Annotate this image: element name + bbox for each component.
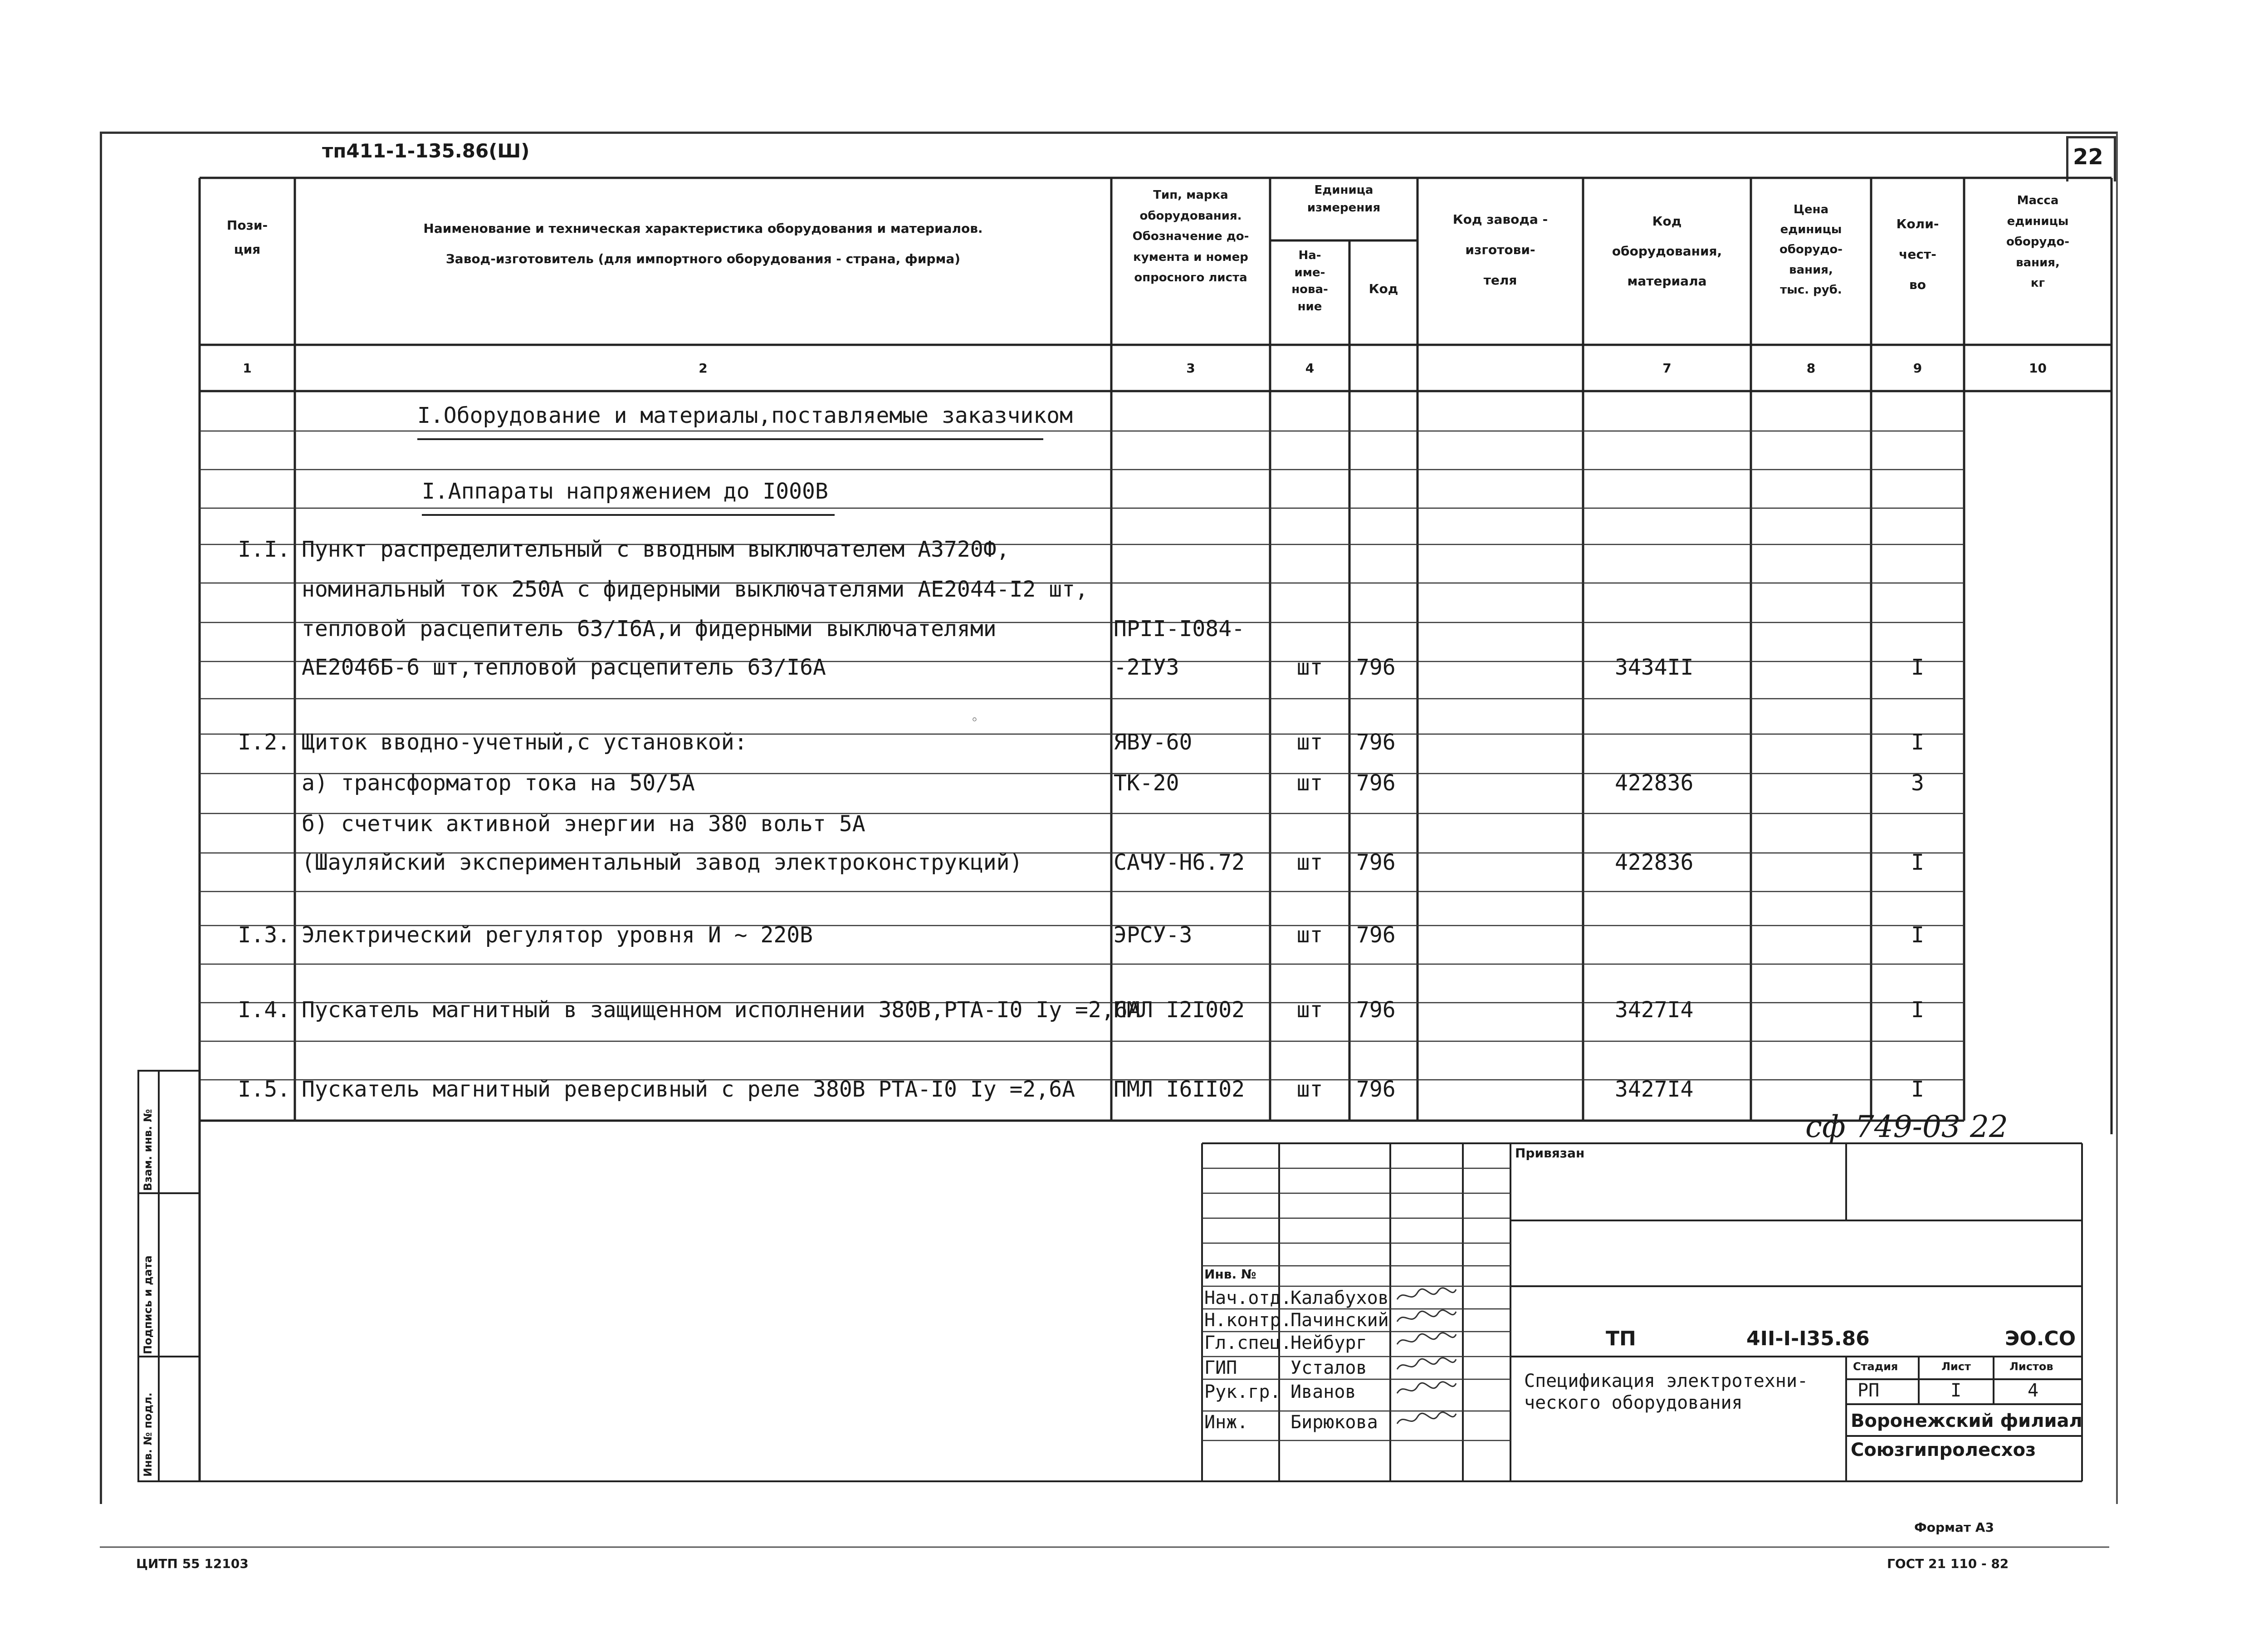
stray-mark: ◦ bbox=[971, 712, 978, 727]
row-type: ПМЛ I2I002 bbox=[1114, 997, 1245, 1023]
stamp-sheets: 4 bbox=[2028, 1380, 2039, 1401]
row-code: 796 bbox=[1356, 1077, 1396, 1102]
row-type: САЧУ-Н6.72 bbox=[1114, 850, 1245, 875]
stamp-role: Гл.спец. bbox=[1204, 1333, 1292, 1353]
stamp-sheet-header: Лист bbox=[1941, 1360, 1971, 1373]
side-label-vzam: Взам. инв. № bbox=[142, 1109, 154, 1191]
row-unit: шт bbox=[1296, 730, 1323, 755]
header-equip: Код оборудования, материала bbox=[1612, 214, 1722, 289]
row-type: ЯВУ-60 bbox=[1114, 730, 1193, 755]
row-unit: шт bbox=[1296, 770, 1323, 796]
header-unit: Единица измерения bbox=[1307, 183, 1381, 215]
row-unit: шт bbox=[1296, 850, 1323, 875]
row-equip: 3434II bbox=[1615, 655, 1694, 680]
stamp-person-name: Иванов bbox=[1290, 1382, 1356, 1402]
row-unit: шт bbox=[1296, 922, 1323, 948]
stamp-role: Рук.гр. bbox=[1204, 1382, 1281, 1402]
row-code: 796 bbox=[1356, 655, 1396, 680]
gost-label: ГОСТ 21 110 - 82 bbox=[1887, 1556, 2009, 1571]
stamp-person-name: Калабухов bbox=[1290, 1288, 1389, 1308]
row-unit: шт bbox=[1296, 655, 1323, 680]
row-pos: I.4. bbox=[238, 997, 290, 1023]
row-name: Пункт распределительный с вводным выключателем А3720Ф, bbox=[302, 537, 1010, 562]
header-name: Наименование и техническая характеристика оборудования и материалов. Завод-изготовитель (для импортного оборудования - страна, фирма) bbox=[423, 221, 983, 267]
stamp-org: Воронежский филиал Союзгипролесхоз bbox=[1851, 1411, 2082, 1460]
handwritten-code: сф 749-03 22 bbox=[1805, 1109, 2008, 1144]
stamp-sheets-header: Листов bbox=[2009, 1360, 2053, 1373]
row-equip: 422836 bbox=[1615, 850, 1694, 875]
row-name: Электрический регулятор уровня И ~ 220В bbox=[302, 922, 813, 948]
stamp-person-name: Нейбург bbox=[1290, 1333, 1367, 1353]
side-label-inv-podl: Инв. № подл. bbox=[142, 1392, 154, 1477]
stamp-mark: ЭО.СО bbox=[2005, 1327, 2076, 1350]
format-label: Формат А3 bbox=[1914, 1520, 1994, 1535]
header-type: Тип, марка оборудования. Обозначение до- кумента и номер опросного листа bbox=[1132, 188, 1249, 284]
row-type: ЭРСУ-3 bbox=[1114, 922, 1193, 948]
doc-code: тп411-1-135.86(Ш) bbox=[322, 140, 530, 162]
row-pos: I.2. bbox=[238, 730, 290, 755]
signature-icon bbox=[1395, 1286, 1458, 1304]
header-mass: Масса единицы оборудо- вания, кг bbox=[2006, 194, 2070, 290]
row-qty: I bbox=[1911, 730, 1924, 755]
signature-icon bbox=[1395, 1356, 1458, 1374]
side-label-podpis: Подпись и дата bbox=[142, 1255, 154, 1354]
signature-icon bbox=[1395, 1308, 1458, 1326]
row-name: б) счетчик активной энергии на 380 вольт 5А bbox=[302, 811, 865, 837]
subsection-title: I.Аппараты напряжением до I000В bbox=[422, 479, 828, 504]
colnum-1: 1 bbox=[243, 361, 252, 376]
stamp-role: Инж. bbox=[1204, 1412, 1248, 1433]
row-name: Пускатель магнитный в защищенном исполнении 380В,РТА-I0 Iу =2,6А bbox=[302, 997, 1141, 1023]
row-qty: I bbox=[1911, 922, 1924, 948]
row-equip: 3427I4 bbox=[1615, 1077, 1694, 1102]
row-unit: шт bbox=[1296, 1077, 1323, 1102]
row-type: ПРII-I084- bbox=[1114, 616, 1245, 642]
colnum-3: 3 bbox=[1186, 361, 1195, 376]
sheet-number: 22 bbox=[2073, 144, 2103, 170]
row-qty: I bbox=[1911, 997, 1924, 1023]
row-name: а) трансформатор тока на 50/5А bbox=[302, 770, 695, 796]
stamp-stage-header: Стадия bbox=[1853, 1360, 1898, 1373]
stamp-title: Спецификация электротехни- ческого оборудования bbox=[1524, 1371, 1809, 1413]
row-equip: 422836 bbox=[1615, 770, 1694, 796]
row-name: тепловой расцепитель 63/I6А,и фидерными выключателями bbox=[302, 616, 997, 642]
row-code: 796 bbox=[1356, 730, 1396, 755]
signature-icon bbox=[1395, 1380, 1458, 1398]
stamp-tp: ТП bbox=[1606, 1327, 1636, 1350]
row-code: 796 bbox=[1356, 850, 1396, 875]
stamp-role: ГИП bbox=[1204, 1357, 1237, 1378]
row-type: ПМЛ I6II02 bbox=[1114, 1077, 1245, 1102]
header-unit-code: Код bbox=[1369, 281, 1398, 296]
signature-icon bbox=[1395, 1410, 1458, 1428]
row-pos: I.5. bbox=[238, 1077, 290, 1102]
header-unit-name: На- име- нова- ние bbox=[1291, 249, 1328, 314]
row-unit: шт bbox=[1296, 997, 1323, 1023]
row-name: (Шауляйский экспериментальный завод электроконструкций) bbox=[302, 850, 1023, 875]
row-qty: 3 bbox=[1911, 770, 1924, 796]
colnum-10: 10 bbox=[2029, 361, 2047, 376]
colnum-7: 7 bbox=[1662, 361, 1672, 376]
row-equip: 3427I4 bbox=[1615, 997, 1694, 1023]
row-name: Щиток вводно-учетный,с установкой: bbox=[302, 730, 748, 755]
header-pos: Пози- ция bbox=[226, 218, 268, 257]
tsitp-label: ЦИТП 55 12103 bbox=[136, 1556, 249, 1571]
row-name: АЕ2046Б-6 шт,тепловой расцепитель 63/I6А bbox=[302, 655, 826, 680]
colnum-4: 4 bbox=[1305, 361, 1315, 376]
row-code: 796 bbox=[1356, 770, 1396, 796]
row-name: Пускатель магнитный реверсивный с реле 380В РТА-I0 Iу =2,6А bbox=[302, 1077, 1075, 1102]
stamp-stage: РП bbox=[1857, 1380, 1880, 1401]
signature-icon bbox=[1395, 1331, 1458, 1349]
stamp-person-name: Бирюкова bbox=[1290, 1412, 1378, 1433]
colnum-9: 9 bbox=[1913, 361, 1922, 376]
row-type: ТК-20 bbox=[1114, 770, 1179, 796]
header-plant: Код завода - изготови- теля bbox=[1452, 212, 1548, 288]
colnum-8: 8 bbox=[1806, 361, 1816, 376]
stamp-privyazan: Привязан bbox=[1515, 1146, 1585, 1161]
stamp-doc: 4II-I-I35.86 bbox=[1746, 1327, 1870, 1350]
stamp-person-name: Усталов bbox=[1290, 1357, 1367, 1378]
stamp-sheet: I bbox=[1950, 1380, 1962, 1401]
stamp-role: Н.контр. bbox=[1204, 1310, 1292, 1331]
row-qty: I bbox=[1911, 1077, 1924, 1102]
header-price: Цена единицы оборудо- вания, тыс. руб. bbox=[1779, 203, 1843, 297]
stamp-person-name: Пачинский bbox=[1290, 1310, 1389, 1331]
row-pos: I.3. bbox=[238, 922, 290, 948]
row-code: 796 bbox=[1356, 997, 1396, 1023]
stamp-role: Нач.отд. bbox=[1204, 1288, 1292, 1308]
stamp-inv: Инв. № bbox=[1204, 1267, 1256, 1282]
row-qty: I bbox=[1911, 655, 1924, 680]
row-name: номинальный ток 250А с фидерными выключателями АЕ2044-I2 шт, bbox=[302, 577, 1088, 602]
row-qty: I bbox=[1911, 850, 1924, 875]
row-pos: I.I. bbox=[238, 537, 290, 562]
row-type: -2IУ3 bbox=[1114, 655, 1179, 680]
section-title: I.Оборудование и материалы,поставляемые заказчиком bbox=[417, 403, 1073, 428]
colnum-2: 2 bbox=[699, 361, 708, 376]
header-qty: Коли- чест- во bbox=[1896, 216, 1939, 293]
row-code: 796 bbox=[1356, 922, 1396, 948]
